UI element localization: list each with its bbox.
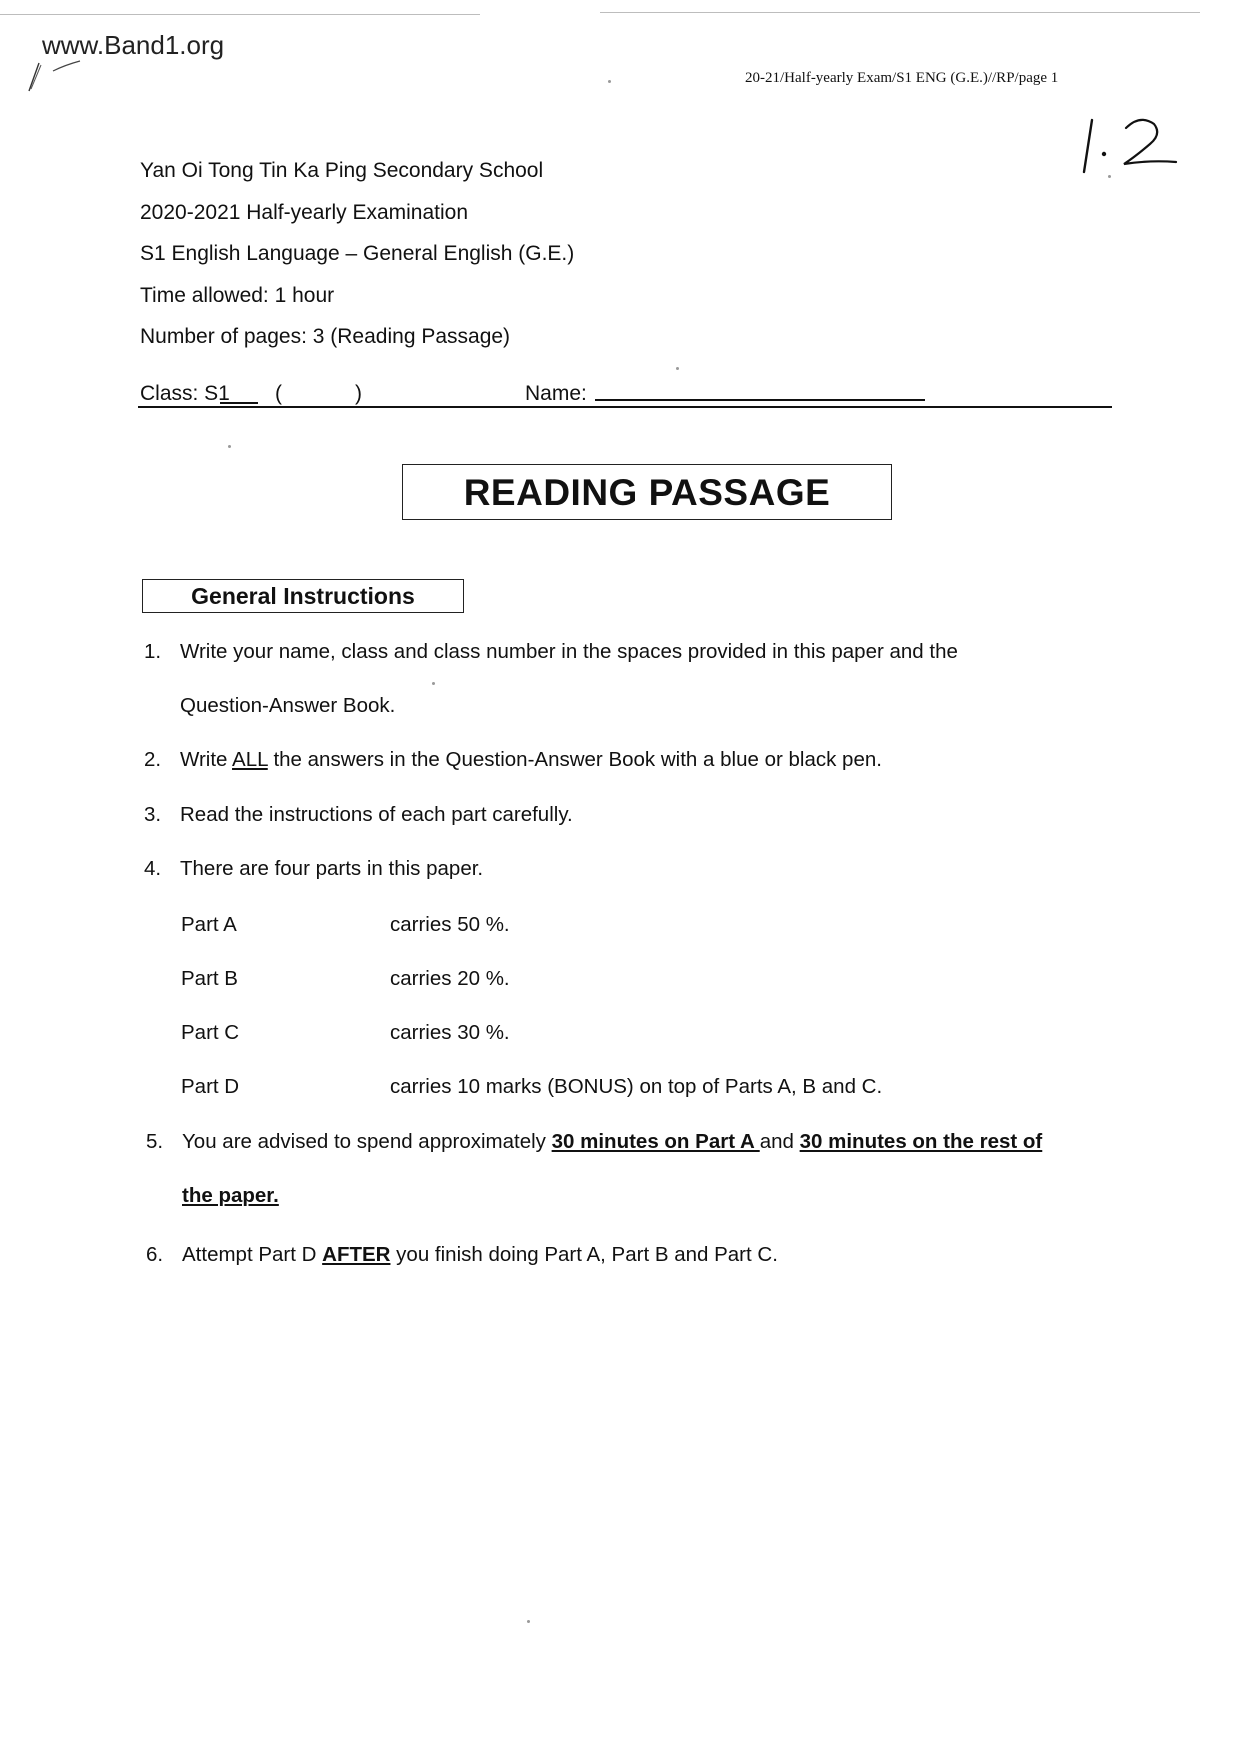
part-weight: carries 50 %. — [390, 913, 510, 936]
class-number-close-paren: ) — [355, 382, 362, 405]
instruction-text-part: you finish doing Part A, Part B and Part C. — [390, 1243, 778, 1266]
instruction-number: 5. — [146, 1130, 164, 1153]
scan-speck — [1108, 175, 1111, 178]
instruction-text-part: and — [759, 1130, 800, 1153]
instruction-number: 3. — [144, 803, 162, 826]
emphasis-after: AFTER — [322, 1243, 391, 1266]
class-number-open-paren: ( — [275, 382, 282, 405]
emphasis-all: ALL — [232, 748, 268, 771]
instruction-text-part: Write — [180, 748, 233, 771]
exam-name: 2020-2021 Half-yearly Examination — [140, 200, 469, 224]
part-weight: carries 30 %. — [390, 1021, 510, 1044]
instruction-text — [182, 1130, 1042, 1154]
emphasis-part-a-time: 30 minutes on Part A — [551, 1130, 760, 1153]
instruction-text: Read the instructions of each part carefully. — [180, 803, 573, 826]
emphasis-rest-time: 30 minutes on the rest of — [799, 1130, 1043, 1153]
subject-name: S1 English Language – General English (G.E.) — [140, 242, 575, 265]
scan-speck — [676, 367, 679, 370]
instruction-item — [146, 1243, 1126, 1273]
scan-speck — [608, 80, 611, 83]
class-label: Class: S1 — [140, 382, 230, 405]
scan-speck — [527, 1620, 530, 1623]
number-of-pages: Number of pages: 3 (Reading Passage) — [140, 325, 511, 348]
instruction-item — [146, 1130, 1126, 1210]
instruction-text-part: the answers in the Question-Answer Book with a blue or black pen. — [267, 748, 882, 771]
watermark: www.Band1.org — [42, 30, 225, 60]
part-name: Part D — [181, 1075, 240, 1098]
section-heading: General Instructions — [142, 579, 464, 613]
instruction-text: Write your name, class and class number in the spaces provided in this paper and the — [180, 640, 958, 663]
part-name: Part B — [181, 967, 238, 990]
part-weight: carries 20 %. — [390, 967, 510, 990]
document-code: 20-21/Half-yearly Exam/S1 ENG (G.E.)//RP/page 1 — [745, 70, 1059, 86]
instruction-number: 1. — [144, 640, 162, 663]
part-name: Part A — [181, 913, 237, 936]
instruction-number: 6. — [146, 1243, 164, 1266]
part-name: Part C — [181, 1021, 240, 1044]
page-title: READING PASSAGE — [402, 464, 892, 520]
scan-speck — [228, 445, 231, 448]
instruction-number: 2. — [144, 748, 162, 771]
instruction-text-continued: the paper. — [182, 1184, 279, 1207]
name-label: Name: — [525, 382, 587, 405]
instruction-text-part: You are advised to spend approximately — [182, 1130, 552, 1153]
instruction-text: Question-Answer Book. — [180, 694, 396, 717]
school-name: Yan Oi Tong Tin Ka Ping Secondary School — [140, 159, 544, 182]
instruction-text-part: Attempt Part D — [182, 1243, 323, 1266]
time-allowed: Time allowed: 1 hour — [140, 283, 335, 307]
part-weight: carries 10 marks (BONUS) on top of Parts A, B and C. — [390, 1075, 883, 1098]
scan-speck — [432, 682, 435, 685]
instruction-text — [182, 1243, 778, 1267]
instruction-number: 4. — [144, 857, 162, 880]
instruction-text: There are four parts in this paper. — [180, 857, 484, 880]
